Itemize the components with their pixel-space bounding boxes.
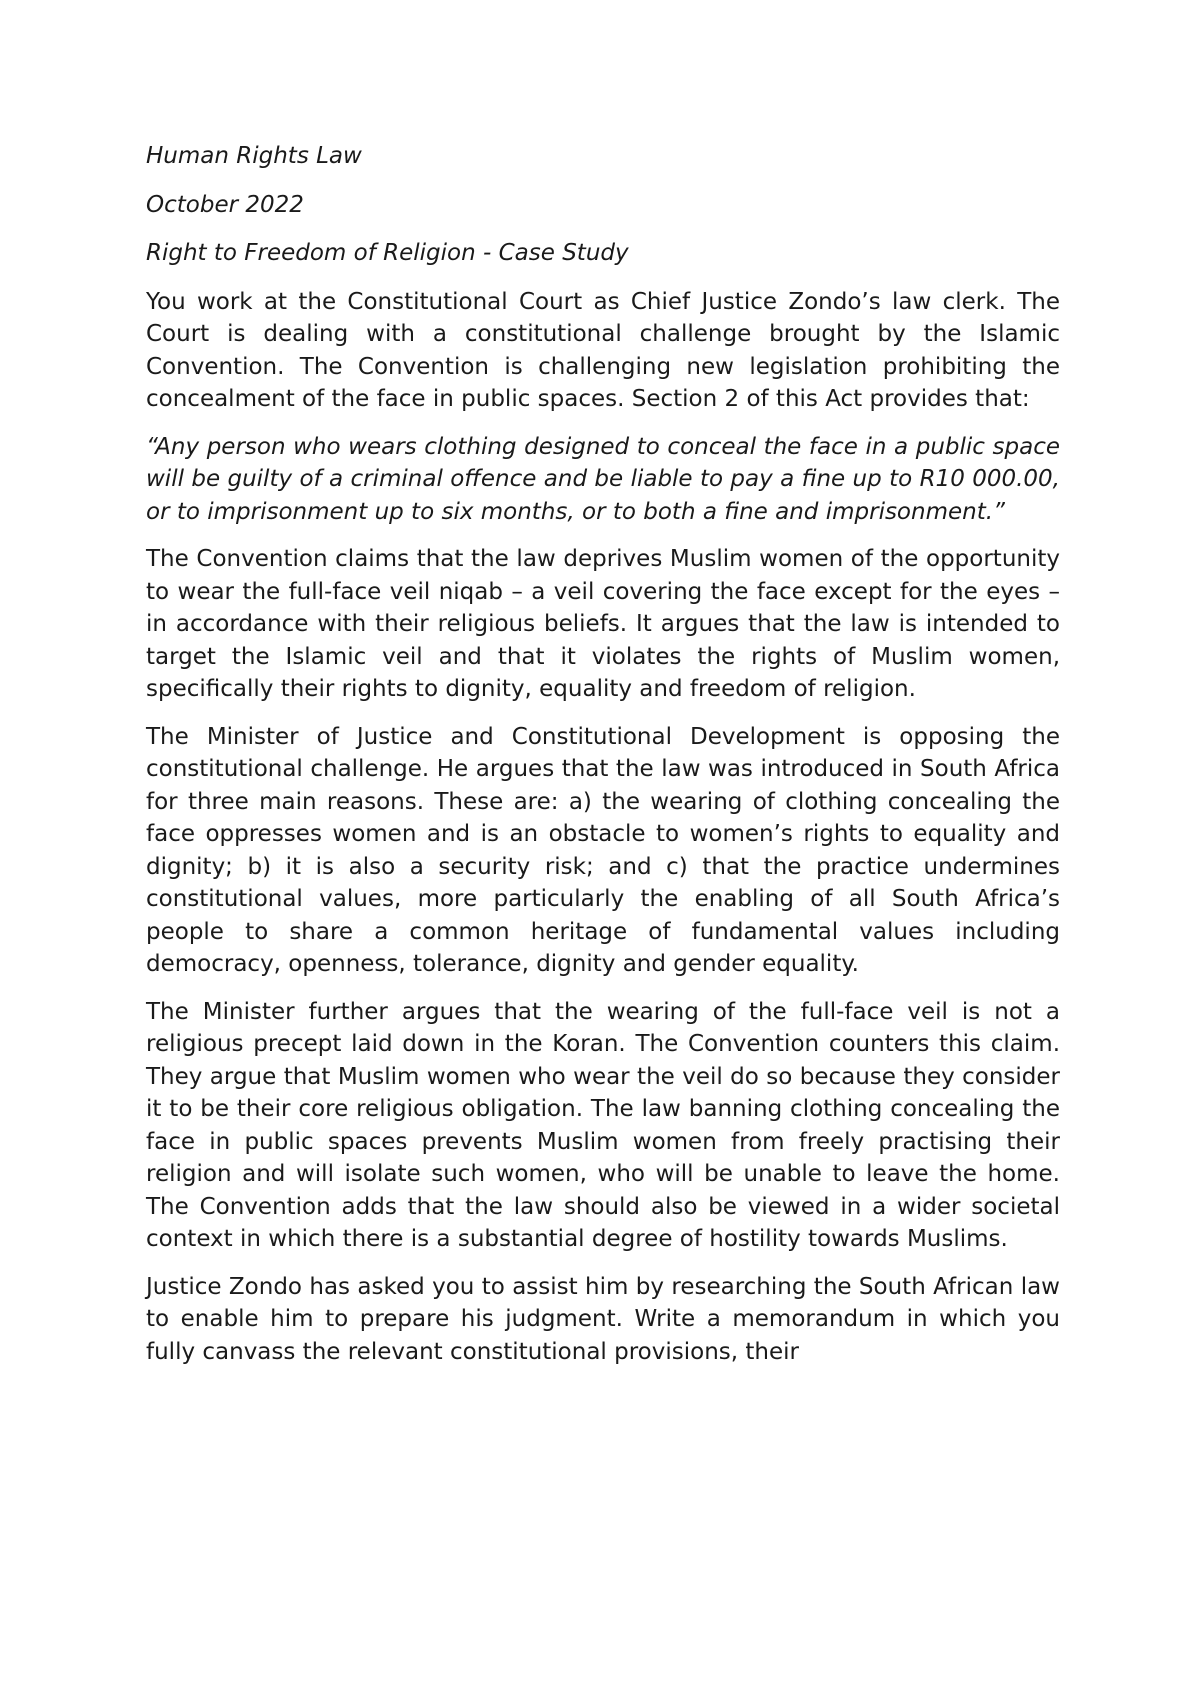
document-date: October 2022 [146, 191, 304, 218]
minister-further-paragraph: The Minister further argues that the wearing of the full-face veil is not a religious precept laid down in the Koran. The Convention counters this claim. They argue that Muslim women who wear the veil do so because they consider it to be their core religious obligation. The law banning clothing concealing the face in public spaces prevents Muslim women from freely practising their religion and will isolate such women, who will be unable to leave the home. The Convention adds that the law should also be viewed in a wider societal context in which there is a substantial degree of hostility towards Muslims. [146, 998, 1060, 1252]
document-body [146, 140, 1060, 1383]
minister-arguments-paragraph: The Minister of Justice and Constitutional Development is opposing the constitutional challenge. He argues that the law was introduced in South Africa for three main reasons. These are: a) the wearing of clothing concealing the face oppresses women and is an obstacle to women’s rights to equality and dignity; b) it is also a security risk; and c) that the practice undermines constitutional values, more particularly the enabling of all South Africa’s people to share a common heritage of fundamental values including democracy, openness, tolerance, dignity and gender equality. [146, 723, 1060, 977]
case-study-title: Right to Freedom of Religion - Case Study [146, 240, 629, 266]
course-title: Human Rights Law [146, 143, 362, 169]
convention-claims-paragraph: The Convention claims that the law deprives Muslim women of the opportunity to wear the full-face veil niqab – a veil covering the face except for the eyes – in accordance with their religious beliefs. It argues that the law is intended to target the Islamic veil and that it violates the rights of Muslim women, specifically their rights to dignity, equality and freedom of religion. [146, 546, 1060, 702]
intro-paragraph: You work at the Constitutional Court as Chief Justice Zondo’s law clerk. The Court is dealing with a constitutional challenge brought by the Islamic Convention. The Convention is challenging new legislation prohibiting the concealment of the face in public spaces. Section 2 of this Act provides that: [146, 288, 1060, 412]
section-2-quote: “Any person who wears clothing designed to conceal the face in a public space will be guilty of a criminal offence and be liable to pay a fine up to R10 000.00, or to imprisonment up to six months, or to both a fine and imprisonment.” [146, 433, 1060, 525]
task-paragraph: Justice Zondo has asked you to assist him by researching the South African law to enable him to prepare his judgment. Write a memorandum in which you fully canvass the relevant constitutional provisions, their [146, 1273, 1060, 1365]
